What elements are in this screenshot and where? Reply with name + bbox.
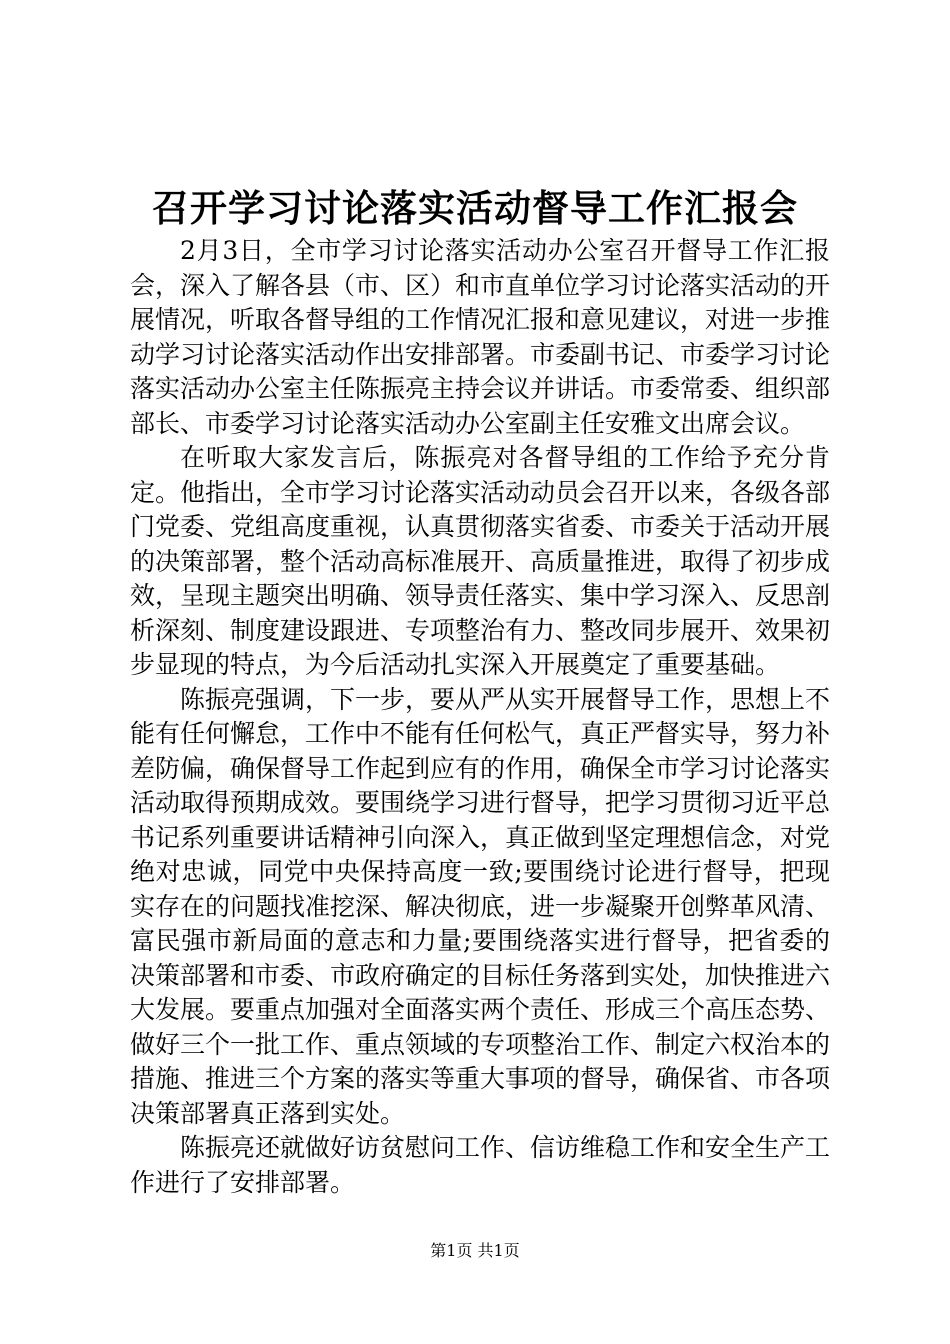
document-title: 召开学习讨论落实活动督导工作汇报会 (152, 187, 798, 230)
paragraph-1: 2月3日，全市学习讨论落实活动办公室召开督导工作汇报会，深入了解各县（市、区）和市直单位学习讨论落实活动的开展情况，听取各督导组的工作情况汇报和意见建议，对进一步推动学习讨论落实活动作出安排部署。市委副书记、市委学习讨论落实活动办公室主任陈振亮主持会议并讲话。市委常委、组织部部长、市委学习讨论落实活动办公室副主任安雅文出席会议。 (130, 236, 831, 438)
paragraph-4: 陈振亮还就做好访贫慰问工作、信访维稳工作和安全生产工作进行了安排部署。 (130, 1133, 831, 1197)
page-footer: 第1页 共1页 (430, 1241, 520, 1260)
document-body (130, 234, 830, 1200)
paragraph-2: 在听取大家发言后，陈振亮对各督导组的工作给予充分肯定。他指出，全市学习讨论落实活动动员会召开以来，各级各部门党委、党组高度重视，认真贯彻落实省委、市委关于活动开展的决策部署，整个活动高标准展开、高质量推进，取得了初步成效，呈现主题突出明确、领导责任落实、集中学习深入、反思剖析深刻、制度建设跟进、专项整治有力、整改同步展开、效果初步显现的特点，为今后活动扎实深入开展奠定了重要基础。 (130, 443, 831, 679)
paragraph-3: 陈振亮强调，下一步，要从严从实开展督导工作，思想上不能有任何懈怠，工作中不能有任何松气，真正严督实导，努力补差防偏，确保督导工作起到应有的作用，确保全市学习讨论落实活动取得预期成效。要围绕学习进行督导，把学习贯彻习近平总书记系列重要讲话精神引向深入，真正做到坚定理想信念，对党绝对忠诚，同党中央保持高度一致;要围绕讨论进行督导，把现实存在的问题找准挖深、解决彻底，进一步凝聚开创弊革风清、富民强市新局面的意志和力量;要围绕落实进行督导，把省委的决策部署和市委、市政府确定的目标任务落到实处，加快推进六大发展。要重点加强对全面落实两个责任、形成三个高压态势、做好三个一批工作、重点领域的专项整治工作、制定六权治本的措施、推进三个方案的落实等重大事项的督导，确保省、市各项决策部署真正落到实处。 (130, 684, 831, 1128)
